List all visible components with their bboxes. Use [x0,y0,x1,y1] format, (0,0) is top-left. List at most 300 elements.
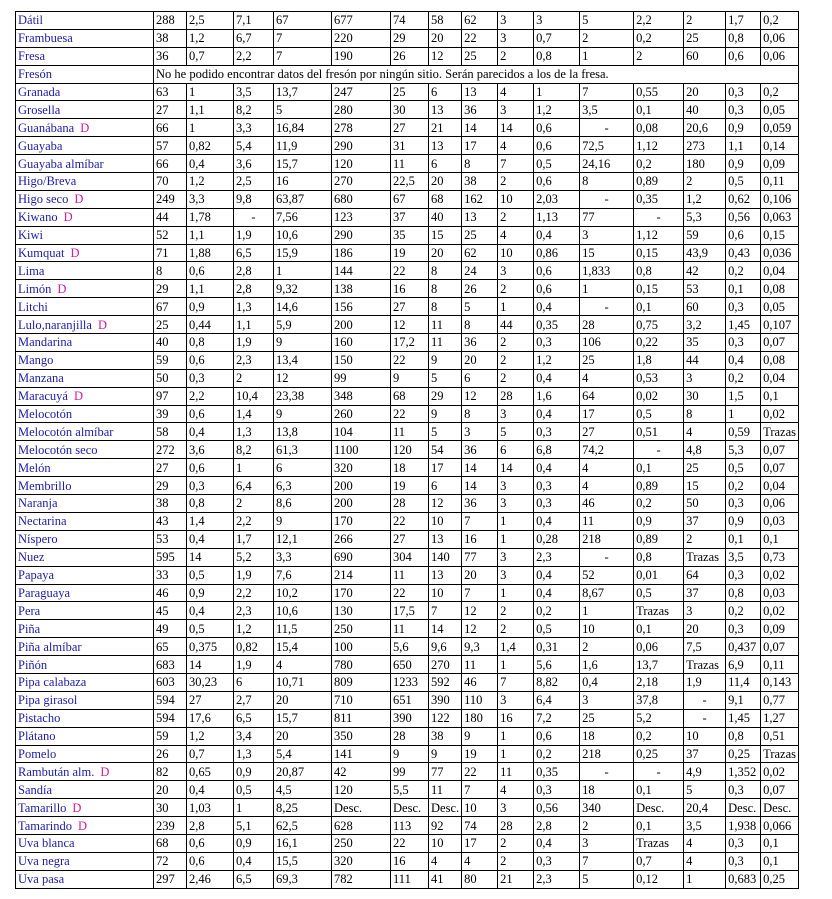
value-cell: 138 [332,280,391,298]
value-cell: 30 [684,387,726,405]
value-cell: 2,8 [234,262,274,280]
value-cell: 37 [391,208,429,226]
value-cell: 0,4 [534,584,580,602]
value-cell: 0,6 [534,137,580,155]
value-cell: 0,3 [534,477,580,495]
value-cell: 29 [154,477,187,495]
value-cell: 71 [154,244,187,262]
value-cell: 99 [332,369,391,387]
value-cell: 1,8 [634,351,684,369]
value-cell: 60 [684,47,726,65]
value-cell: - [634,441,684,459]
fruit-name-cell [16,459,154,477]
value-cell: 5 [498,423,534,441]
fruit-name: Guanábana [18,120,75,135]
value-cell: 0,06 [761,29,799,47]
fruit-name: Melocotón almíbar [18,424,114,439]
value-cell: 9 [391,745,429,763]
value-cell: 1,13 [534,208,580,226]
fruit-name: Pomelo [18,746,57,761]
value-cell: 8,6 [274,495,332,513]
value-cell: 1,2 [684,190,726,208]
fruit-name: Maracuyá [18,389,68,404]
value-cell: 11 [391,566,429,584]
value-cell: 1,45 [726,709,761,727]
value-cell: 1,352 [726,763,761,781]
value-cell: 2,3 [534,548,580,566]
value-cell: 0,5 [634,405,684,423]
value-cell: 21 [429,119,462,137]
value-cell: 1,88 [187,244,234,262]
fruit-name-cell [16,566,154,584]
value-cell: 13 [429,101,462,119]
value-cell: 0,9 [726,119,761,137]
value-cell: 46 [462,673,498,691]
value-cell: 23,38 [274,387,332,405]
value-cell: 7 [498,155,534,173]
fruit-name: Pistacho [18,711,61,726]
value-cell: 1,4 [234,405,274,423]
value-cell: 1 [534,83,580,101]
fruit-name: Uva blanca [18,836,75,851]
value-cell: 59 [154,727,187,745]
value-cell: 24,16 [580,155,634,173]
value-cell: 11 [498,763,534,781]
table-row [16,691,799,709]
value-cell: 19 [462,745,498,763]
value-cell: 5,3 [684,208,726,226]
value-cell: 0,375 [187,638,234,656]
fruit-name: Pipa girasol [18,693,78,708]
value-cell: 1,6 [580,656,634,674]
value-cell: 64 [580,387,634,405]
value-cell: 2,2 [234,512,274,530]
value-cell: 1 [498,745,534,763]
value-cell: 2 [580,817,634,835]
value-cell: 36 [154,47,187,65]
value-cell: 0,3 [726,620,761,638]
value-cell: 10 [429,584,462,602]
value-cell: 13,8 [274,423,332,441]
value-cell: 42 [332,763,391,781]
value-cell: 4 [580,477,634,495]
value-cell: 106 [580,334,634,352]
table-row [16,763,799,781]
value-cell: 36 [462,495,498,513]
value-cell: 2 [498,369,534,387]
value-cell: 0,4 [534,405,580,423]
value-cell: 20 [429,173,462,191]
value-cell: 2 [498,852,534,870]
value-cell: 8,2 [234,101,274,119]
value-cell: 62 [462,244,498,262]
value-cell: 0,08 [761,351,799,369]
table-row [16,620,799,638]
value-cell: 50 [154,369,187,387]
fruit-name: Manzana [18,371,64,386]
value-cell: 0,1 [634,817,684,835]
value-cell: 5 [462,298,498,316]
table-row [16,226,799,244]
value-cell: 0,2 [726,477,761,495]
value-cell: 17,5 [391,602,429,620]
value-cell: 1,9 [234,566,274,584]
value-cell: 7 [429,602,462,620]
value-cell: 162 [462,190,498,208]
value-cell: 80 [462,870,498,888]
fruit-name: Sandía [18,782,53,797]
value-cell: 1,4 [498,638,534,656]
fruit-name-cell [16,119,154,137]
fruit-name-cell [16,65,154,83]
value-cell: 239 [154,817,187,835]
value-cell: 20 [274,691,332,709]
value-cell: 40 [154,334,187,352]
value-cell: 1,1 [187,101,234,119]
value-cell: 0,25 [761,870,799,888]
value-cell: 0,6 [187,351,234,369]
value-cell: 1,78 [187,208,234,226]
value-cell: 0,6 [187,405,234,423]
fruit-name-cell [16,334,154,352]
table-row [16,530,799,548]
value-cell: 0,4 [187,423,234,441]
value-cell: 156 [332,298,391,316]
value-cell: 0,437 [726,638,761,656]
value-cell: 7 [462,584,498,602]
value-cell: 6 [429,155,462,173]
value-cell: - [580,298,634,316]
value-cell: 2 [498,208,534,226]
fruit-name: Uva pasa [18,872,65,887]
value-cell: 9,6 [429,638,462,656]
fruit-name: Piña almíbar [18,639,82,654]
value-cell: 66 [154,119,187,137]
value-cell: 2,03 [534,190,580,208]
value-cell: 22 [462,763,498,781]
table-row [16,638,799,656]
value-cell: 13 [462,83,498,101]
value-cell: 2 [498,334,534,352]
value-cell: 15,5 [274,852,332,870]
value-cell: 4 [684,852,726,870]
value-cell: 0,066 [761,817,799,835]
value-cell: 1,03 [187,799,234,817]
value-cell: 3,5 [580,101,634,119]
value-cell: 67 [154,298,187,316]
value-cell: 9 [274,512,332,530]
value-cell: 49 [154,620,187,638]
value-cell: 16,1 [274,834,332,852]
value-cell: 811 [332,709,391,727]
value-cell: 111 [391,870,429,888]
value-cell: 200 [332,495,391,513]
value-cell: 390 [429,691,462,709]
value-cell: 1 [498,512,534,530]
value-cell: 12 [462,602,498,620]
value-cell: 0,8 [726,727,761,745]
value-cell: 1,1 [187,280,234,298]
value-cell: 2,2 [187,387,234,405]
fruit-name-cell [16,799,154,817]
value-cell: 0,04 [761,477,799,495]
value-cell: 144 [332,262,391,280]
value-cell: 3 [498,548,534,566]
value-cell: 17 [580,405,634,423]
value-cell: 249 [154,190,187,208]
value-cell: 0,73 [761,548,799,566]
value-cell: 113 [391,817,429,835]
fruit-name-cell [16,584,154,602]
value-cell: 0,06 [761,495,799,513]
value-cell: 10 [684,727,726,745]
value-cell: 10,6 [274,602,332,620]
value-cell: 18 [580,781,634,799]
fruit-name: Kiwano [18,210,58,225]
value-cell: 37,8 [634,691,684,709]
value-cell: 0,06 [761,47,799,65]
table-row [16,137,799,155]
value-cell: 0,15 [634,280,684,298]
value-cell: 8,2 [234,441,274,459]
value-cell: 0,5 [726,459,761,477]
value-cell: 12 [462,387,498,405]
value-cell: 0,3 [726,566,761,584]
value-cell: 6,3 [274,477,332,495]
value-cell: 82 [154,763,187,781]
fruit-name: Nuez [18,550,45,565]
table-row [16,173,799,191]
value-cell: 3 [580,834,634,852]
table-row [16,727,799,745]
value-cell: 0,7 [534,29,580,47]
table-row [16,566,799,584]
value-cell: 9 [429,745,462,763]
value-cell: 64 [684,566,726,584]
fruit-name-cell [16,495,154,513]
value-cell: 9 [462,727,498,745]
value-cell: 0,03 [761,584,799,602]
value-cell: 6,4 [534,691,580,709]
fruit-name: Kumquat [18,246,65,261]
value-cell: 270 [332,173,391,191]
fruit-name-cell [16,548,154,566]
value-cell: 0,3 [726,852,761,870]
value-cell: 1 [580,602,634,620]
value-cell: 0,08 [634,119,684,137]
value-cell: 5,1 [234,817,274,835]
value-cell: 10,2 [274,584,332,602]
value-cell: 8 [429,298,462,316]
value-cell: 72 [154,852,187,870]
value-cell: 0,8 [187,334,234,352]
value-cell: 2,3 [234,351,274,369]
value-cell: 10 [429,834,462,852]
value-cell: 0,3 [534,423,580,441]
value-cell: 1 [498,298,534,316]
value-cell: 1,27 [761,709,799,727]
value-cell: 16,84 [274,119,332,137]
value-cell: 4 [498,781,534,799]
table-row [16,262,799,280]
fruit-name-cell [16,280,154,298]
value-cell: - [580,190,634,208]
value-cell: 0,56 [726,208,761,226]
value-cell: 6 [462,369,498,387]
value-cell: 2,5 [187,12,234,30]
value-cell: 25 [154,316,187,334]
value-cell: 6,8 [534,441,580,459]
value-cell: 0,2 [761,12,799,30]
value-cell: 0,3 [726,781,761,799]
value-cell: 7,5 [684,638,726,656]
value-cell: 1,9 [684,673,726,691]
value-cell: Desc. [761,799,799,817]
value-cell: 297 [154,870,187,888]
value-cell: 273 [684,137,726,155]
value-cell: 9,3 [462,638,498,656]
value-cell: 0,1 [634,620,684,638]
value-cell: 27 [154,459,187,477]
fruit-name: Naranja [18,496,58,511]
value-cell: 0,5 [534,620,580,638]
value-cell: 5 [429,369,462,387]
value-cell: 92 [429,817,462,835]
value-cell: 10,6 [274,226,332,244]
value-cell: 22 [462,29,498,47]
value-cell: 28 [391,495,429,513]
value-cell: 0,07 [761,781,799,799]
value-cell: 37 [684,745,726,763]
value-cell: 0,4 [534,566,580,584]
table-row [16,208,799,226]
fruit-name: Nectarina [18,514,67,529]
value-cell: 0,12 [634,870,684,888]
value-cell: 0,9 [726,155,761,173]
fruit-name-cell [16,709,154,727]
value-cell: 50 [684,495,726,513]
value-cell: 3 [498,691,534,709]
value-cell: 0,4 [187,602,234,620]
value-cell: 710 [332,691,391,709]
value-cell: 11 [462,656,498,674]
value-cell: 26 [391,47,429,65]
value-cell: 20 [429,244,462,262]
value-cell: 40 [684,101,726,119]
value-cell: 0,4 [534,512,580,530]
value-cell: 0,35 [634,190,684,208]
value-cell: 11 [429,316,462,334]
value-cell: 348 [332,387,391,405]
value-cell: 35 [684,334,726,352]
value-cell: 0,1 [634,459,684,477]
value-cell: 11 [580,512,634,530]
value-cell: 0,5 [187,620,234,638]
value-cell: 41 [429,870,462,888]
value-cell: 0,143 [761,673,799,691]
fruit-name-cell [16,47,154,65]
fruit-name: Mandarina [18,335,73,350]
fruit-name-cell [16,638,154,656]
value-cell: 680 [332,190,391,208]
value-cell: 260 [332,405,391,423]
value-cell: 123 [332,208,391,226]
value-cell: 0,82 [187,137,234,155]
value-cell: 186 [332,244,391,262]
value-cell: 8 [462,316,498,334]
value-cell: 0,35 [534,316,580,334]
value-cell: 1 [684,870,726,888]
value-cell: 0,4 [580,673,634,691]
value-cell: 15,9 [274,244,332,262]
value-cell: 4 [429,852,462,870]
table-row [16,656,799,674]
fruit-name-cell [16,298,154,316]
value-cell: 1 [498,584,534,602]
value-cell: 0,4 [534,369,580,387]
value-cell: 6,5 [234,870,274,888]
value-cell: 782 [332,870,391,888]
value-cell: 10 [580,620,634,638]
value-cell: 0,8 [534,47,580,65]
value-cell: 9 [391,369,429,387]
value-cell: 5 [274,101,332,119]
value-cell: 0,4 [534,226,580,244]
value-cell: 66 [154,155,187,173]
value-cell: 27 [187,691,234,709]
fruit-name: Plátano [18,729,56,744]
value-cell: 0,06 [634,638,684,656]
value-cell: 36 [462,101,498,119]
nutrition-table [15,11,799,889]
value-cell: 250 [332,834,391,852]
value-cell: 1,2 [534,101,580,119]
value-cell: 0,31 [534,638,580,656]
value-cell: 46 [154,584,187,602]
value-cell: 13,7 [634,656,684,674]
value-cell: 27 [154,101,187,119]
value-cell: 0,4 [534,834,580,852]
value-cell: 67 [274,12,332,30]
value-cell: 15,7 [274,709,332,727]
value-cell: 6 [429,477,462,495]
value-cell: 15 [684,477,726,495]
table-row [16,512,799,530]
value-cell: 809 [332,673,391,691]
value-cell: 59 [154,351,187,369]
value-cell: 0,53 [634,369,684,387]
value-cell: Trazas [634,834,684,852]
value-cell: 30 [154,799,187,817]
value-cell: - [580,763,634,781]
value-cell: 8 [154,262,187,280]
fruit-name-cell [16,351,154,369]
value-cell: 2 [498,620,534,638]
fruit-name: Limón [18,281,52,296]
value-cell: 12 [429,495,462,513]
data-source-mark: D [100,764,110,779]
value-cell: 70 [154,173,187,191]
fruit-name-cell [16,173,154,191]
value-cell: 340 [580,799,634,817]
value-cell: 220 [332,29,391,47]
value-cell: 14 [462,119,498,137]
value-cell: 36 [462,441,498,459]
value-cell: 1 [498,656,534,674]
fruit-name-cell [16,137,154,155]
value-cell: 65 [154,638,187,656]
value-cell: 36 [462,334,498,352]
